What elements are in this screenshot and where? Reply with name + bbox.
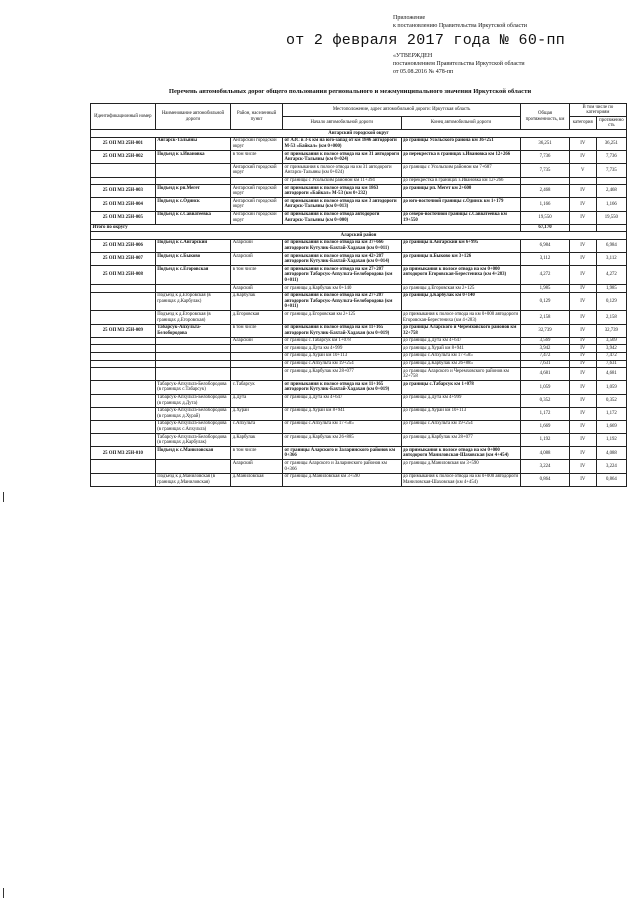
table-row bbox=[91, 239, 627, 252]
cell-end: до границы д.Карбулак км 0+140 bbox=[401, 292, 521, 311]
cell-id: 25 ОП МЗ 25Н-001 bbox=[91, 137, 156, 150]
cell-end: до границы с.Апхульта км 19+254 bbox=[401, 420, 521, 433]
cell-id bbox=[91, 460, 156, 473]
cell-name: Ангарск-Тальяны bbox=[155, 137, 230, 150]
cell-start: от границы д.Карбулак км 0+140 bbox=[282, 285, 401, 293]
cell-incl-length: 6,984 bbox=[596, 239, 626, 252]
total-row bbox=[91, 224, 627, 232]
cell-district: в том числе bbox=[231, 324, 283, 337]
cell-incl-length: 0,864 bbox=[596, 473, 626, 486]
cell-district: Аларский bbox=[231, 285, 283, 293]
handwritten-date-stamp: от 2 февраля 2017 года № 60-пп bbox=[286, 32, 566, 49]
cell-district bbox=[231, 360, 283, 368]
table-row bbox=[91, 381, 627, 394]
cell-id: 25 ОП МЗ 25Н-006 bbox=[91, 239, 156, 252]
cell-incl-length: 3,942 bbox=[596, 345, 626, 353]
table-row bbox=[91, 345, 627, 353]
cell-incl-length: 7,472 bbox=[596, 352, 626, 360]
cell-district: в том числе bbox=[231, 266, 283, 285]
cell-incl-length: 1,669 bbox=[596, 420, 626, 433]
cell-name bbox=[155, 368, 230, 381]
cell-name: Табарсук-Апхульта-Белобородова (в границах д.Карбулак) bbox=[155, 434, 230, 447]
cell-end: до юго-восточной границы с.Одинск км 1+179 bbox=[401, 198, 521, 211]
cell-category: IV bbox=[569, 185, 596, 198]
cell-district: д.Дута bbox=[231, 394, 283, 407]
cell-incl-length: 2,158 bbox=[596, 311, 626, 324]
cell-category: IV bbox=[569, 266, 596, 285]
table-row bbox=[91, 211, 627, 224]
cell-incl-length: 1,192 bbox=[596, 434, 626, 447]
cell-length: 7,472 bbox=[521, 352, 570, 360]
cell-id bbox=[91, 285, 156, 293]
cell-start: от примыкания к полосе отвода на км 31 автодороги Ангарск-Тальяны (км 0+024) bbox=[282, 164, 401, 177]
table-row bbox=[91, 185, 627, 198]
cell-length: 0,129 bbox=[521, 292, 570, 311]
cell-category: IV bbox=[569, 407, 596, 420]
cell-category: IV bbox=[569, 311, 596, 324]
cell-incl-length: 7,631 bbox=[596, 360, 626, 368]
cell-length: 4,272 bbox=[521, 266, 570, 285]
cell-length: 2,158 bbox=[521, 311, 570, 324]
cell-name: Подъезд к с.Одинск bbox=[155, 198, 230, 211]
document-title: Перечень автомобильных дорог общего пользования регионального и межмуниципального значения Иркутской области bbox=[168, 88, 532, 95]
cell-length: 1,669 bbox=[521, 420, 570, 433]
table-row bbox=[91, 460, 627, 473]
cell-district bbox=[231, 345, 283, 353]
cell-name: Табарсук-Апхульта-Белобородова bbox=[155, 324, 230, 337]
cell-id bbox=[91, 407, 156, 420]
cell-category: IV bbox=[569, 420, 596, 433]
cell-district: с.Табарсук bbox=[231, 381, 283, 394]
table-row bbox=[91, 164, 627, 177]
table-row bbox=[91, 447, 627, 460]
cell-district: Ангарский городской округ bbox=[231, 137, 283, 150]
cell-start: от примыкания к полосе отвода на км 31 автодороги Ангарск-Тальяны (км 0+024) bbox=[282, 151, 401, 164]
cell-end: до границы п.Ангарский км 6+995 bbox=[401, 239, 521, 252]
cell-incl-length: 0,129 bbox=[596, 292, 626, 311]
col-header-id: Идентификационный номер bbox=[91, 104, 156, 130]
cell-name: Подъезд к с.Савватеевка bbox=[155, 211, 230, 224]
cell-end: до границы рп. Мегет км 2+600 bbox=[401, 185, 521, 198]
cell-name bbox=[155, 360, 230, 368]
cell-category: IV bbox=[569, 337, 596, 345]
cell-end: до границы с.Апхульта км 17+585 bbox=[401, 352, 521, 360]
cell-name bbox=[155, 164, 230, 177]
table-row bbox=[91, 434, 627, 447]
cell-incl-length: 36,251 bbox=[596, 137, 626, 150]
cell-id bbox=[91, 360, 156, 368]
cell-length: 1,172 bbox=[521, 407, 570, 420]
cell-end: до примыкания к полосе отвода на км 0+000 автодороги Егоровская-Берестениха (км 4+283) bbox=[401, 311, 521, 324]
cell-category bbox=[569, 177, 596, 185]
cell-length: 19,550 bbox=[521, 211, 570, 224]
table-row bbox=[91, 473, 627, 486]
cell-name: Подъезд к с.Быково bbox=[155, 253, 230, 266]
cell-incl-length: 19,550 bbox=[596, 211, 626, 224]
table-row bbox=[91, 253, 627, 266]
cell-length: 3,942 bbox=[521, 345, 570, 353]
cell-id: 25 ОП МЗ 25Н-004 bbox=[91, 198, 156, 211]
cell-district: д.Хурай bbox=[231, 407, 283, 420]
table-row bbox=[91, 198, 627, 211]
section-title: Ангарский городской округ bbox=[91, 130, 627, 138]
cell-length: 3,112 bbox=[521, 253, 570, 266]
cell-end: до границы д.Хурай км 10+113 bbox=[401, 407, 521, 420]
approved-line-2: постановлением Правительства Иркутской области bbox=[393, 61, 525, 67]
cell-name: Табарсук-Апхульта-Белобородова (в границах с.Апхульта) bbox=[155, 420, 230, 433]
cell-name: Табарсук-Апхульта-Белобородова (в границах д.Хурай) bbox=[155, 407, 230, 420]
cell-end: до примыкания к полосе отвода на км 0+000 автодороги Егоровская-Берестениха (км 4+283) bbox=[401, 266, 521, 285]
cell-id bbox=[91, 394, 156, 407]
cell-length: 1,192 bbox=[521, 434, 570, 447]
cell-end: до примыкания к полосе отвода на км 0+000 автодороги Маниловская-Шаховская (км 4+454) bbox=[401, 447, 521, 460]
cell-length: 7,631 bbox=[521, 360, 570, 368]
cell-start: от АЗС в 3-х км на юго-запад от км 1846 автодороги М-53 «Байкал» (км 0+000) bbox=[282, 137, 401, 150]
approved-line-3: от 05.08.2016 № 478-пп bbox=[393, 69, 454, 75]
cell-start: от примыкания к полосе отвода на км 11+165 автодороги Кутулик-Бахтай-Хадахан (км 0+019) bbox=[282, 324, 401, 337]
col-header-length: Общая протяженность, км bbox=[521, 104, 570, 130]
cell-id bbox=[91, 473, 156, 486]
cell-length: 3,224 bbox=[521, 460, 570, 473]
cell-incl-length: 3,112 bbox=[596, 253, 626, 266]
cell-category: IV bbox=[569, 381, 596, 394]
scan-mark bbox=[3, 492, 4, 502]
roads-table bbox=[90, 103, 627, 487]
cell-incl-length: 4,681 bbox=[596, 368, 626, 381]
cell-end: до границы д.Карбулак км 26+885 bbox=[401, 360, 521, 368]
cell-start: от примыкания к полосе отвода на км 42+207 автодороги Кутулик-Бахтай-Хадахан (км 0+014) bbox=[282, 253, 401, 266]
table-body bbox=[91, 130, 627, 486]
cell-category: IV bbox=[569, 253, 596, 266]
total-empty bbox=[596, 224, 626, 232]
cell-district: Ангарский городской округ bbox=[231, 198, 283, 211]
cell-id: 25 ОП МЗ 25Н-007 bbox=[91, 253, 156, 266]
cell-id bbox=[91, 311, 156, 324]
cell-end: до границы д.Дута км 4+999 bbox=[401, 394, 521, 407]
cell-category: V bbox=[569, 164, 596, 177]
cell-category: IV bbox=[569, 292, 596, 311]
cell-name: Подъезд к с.Егоровская bbox=[155, 266, 230, 285]
col-header-start: Начало автомобильной дороги bbox=[282, 117, 401, 130]
cell-incl-length bbox=[596, 177, 626, 185]
table-row bbox=[91, 324, 627, 337]
cell-length: 0,352 bbox=[521, 394, 570, 407]
cell-name: Подъезд к с.Ангарский bbox=[155, 239, 230, 252]
scan-mark bbox=[3, 888, 4, 898]
cell-district: с.Апхульта bbox=[231, 420, 283, 433]
cell-start: от границы Аларского и Заларинского районов км 0+366 bbox=[282, 460, 401, 473]
cell-length: 1,985 bbox=[521, 285, 570, 293]
cell-incl-length: 1,059 bbox=[596, 381, 626, 394]
cell-incl-length: 4,088 bbox=[596, 447, 626, 460]
cell-end: до северо-восточной границы с.Савватеевка км 19+550 bbox=[401, 211, 521, 224]
cell-end: до границы д.Егоровская км 2+125 bbox=[401, 285, 521, 293]
cell-id bbox=[91, 368, 156, 381]
cell-start: от границы Аларского и Заларинского районов км 0+366 bbox=[282, 447, 401, 460]
cell-id: 25 ОП МЗ 25Н-010 bbox=[91, 447, 156, 460]
approved-block bbox=[393, 52, 633, 76]
cell-incl-length: 0,352 bbox=[596, 394, 626, 407]
cell-incl-length: 7,735 bbox=[596, 164, 626, 177]
cell-id bbox=[91, 352, 156, 360]
cell-length bbox=[521, 177, 570, 185]
cell-district bbox=[231, 368, 283, 381]
cell-length: 4,681 bbox=[521, 368, 570, 381]
cell-end: до границы п.Быково км 3+126 bbox=[401, 253, 521, 266]
col-header-district: Район, населенный пункт bbox=[231, 104, 283, 130]
cell-end: до границы Усольского района км 36+251 bbox=[401, 137, 521, 150]
cell-length: 7,736 bbox=[521, 151, 570, 164]
cell-district: д.Карбулак bbox=[231, 292, 283, 311]
approval-line-1: Приложение bbox=[393, 15, 426, 21]
table-row bbox=[91, 285, 627, 293]
cell-incl-length: 1,985 bbox=[596, 285, 626, 293]
total-value: 67,170 bbox=[521, 224, 570, 232]
cell-incl-length: 1,172 bbox=[596, 407, 626, 420]
table-row bbox=[91, 394, 627, 407]
cell-district: д.Егоровская bbox=[231, 311, 283, 324]
cell-start: от границы д.Карбулак км 28+077 bbox=[282, 368, 401, 381]
cell-category: IV bbox=[569, 394, 596, 407]
cell-id: 25 ОП МЗ 25Н-005 bbox=[91, 211, 156, 224]
cell-id bbox=[91, 177, 156, 185]
cell-id: 25 ОП МЗ 25Н-009 bbox=[91, 324, 156, 337]
cell-name bbox=[155, 352, 230, 360]
cell-incl-length: 1,166 bbox=[596, 198, 626, 211]
cell-category: IV bbox=[569, 211, 596, 224]
cell-id bbox=[91, 420, 156, 433]
cell-incl-length: 32,739 bbox=[596, 324, 626, 337]
cell-category: IV bbox=[569, 368, 596, 381]
table-row bbox=[91, 266, 627, 285]
table-row bbox=[91, 292, 627, 311]
cell-length: 1,059 bbox=[521, 381, 570, 394]
cell-length: 1,166 bbox=[521, 198, 570, 211]
cell-category: IV bbox=[569, 345, 596, 353]
cell-district: Аларский bbox=[231, 337, 283, 345]
section-title: Аларский район bbox=[91, 232, 627, 240]
cell-category: IV bbox=[569, 352, 596, 360]
approval-line-2: к постановлению Правительства Иркутской области bbox=[393, 23, 527, 29]
cell-end: до границы д.Дута км 4+647 bbox=[401, 337, 521, 345]
cell-end: до границы с.Табарсук км 1+078 bbox=[401, 381, 521, 394]
cell-length: 6,984 bbox=[521, 239, 570, 252]
cell-start: от примыкания к полосе отвода на км 1863 автодороги «Байкал» М-53 (км 0+232) bbox=[282, 185, 401, 198]
cell-start: от границы с.Апхульта км 17+585 bbox=[282, 420, 401, 433]
cell-length: 2,468 bbox=[521, 185, 570, 198]
table-row bbox=[91, 177, 627, 185]
cell-start: от границы с.Апхульта км 19+254 bbox=[282, 360, 401, 368]
cell-category: IV bbox=[569, 137, 596, 150]
cell-incl-length: 2,468 bbox=[596, 185, 626, 198]
cell-start: от примыкания к полосе отвода на км 27+207 автодороги Табарсук-Апхульта-Белобородова (км 0+011) bbox=[282, 266, 401, 285]
cell-name: Подъезд к д.Егоровская (в границах д.Егоровская) bbox=[155, 311, 230, 324]
cell-district: Аларский bbox=[231, 460, 283, 473]
cell-incl-length: 3,569 bbox=[596, 337, 626, 345]
cell-end: до границы д.Карбулак км 28+077 bbox=[401, 434, 521, 447]
cell-start: от границы д.Дута км 4+999 bbox=[282, 345, 401, 353]
col-header-category: категория bbox=[569, 117, 596, 130]
cell-length: 4,088 bbox=[521, 447, 570, 460]
table-row bbox=[91, 311, 627, 324]
cell-district: д.Маниловская bbox=[231, 473, 283, 486]
cell-category: IV bbox=[569, 473, 596, 486]
approved-line-1: «УТВЕРЖДЕН bbox=[393, 53, 433, 59]
cell-district: в том числе bbox=[231, 447, 283, 460]
cell-end: до границы д.Хурай км 8+941 bbox=[401, 345, 521, 353]
cell-district: Аларский bbox=[231, 239, 283, 252]
cell-incl-length: 3,224 bbox=[596, 460, 626, 473]
cell-id bbox=[91, 345, 156, 353]
cell-id: 25 ОП МЗ 25Н-003 bbox=[91, 185, 156, 198]
cell-name bbox=[155, 337, 230, 345]
table-row bbox=[91, 360, 627, 368]
cell-start: от примыкания к полосе отвода на км 3 автодороги Ангарск-Тальяны (км 0+013) bbox=[282, 198, 401, 211]
cell-id: 25 ОП МЗ 25Н-002 bbox=[91, 151, 156, 164]
cell-district: Ангарский городской округ bbox=[231, 164, 283, 177]
total-empty bbox=[569, 224, 596, 232]
cell-end: до перекрестка в границах з.Ивановка км 12+266 bbox=[401, 151, 521, 164]
cell-category: IV bbox=[569, 360, 596, 368]
table-row bbox=[91, 420, 627, 433]
cell-end: до границы Аларского и Черемховского районов км 32+758 bbox=[401, 368, 521, 381]
cell-category: IV bbox=[569, 434, 596, 447]
cell-start: от границы д.Маниловская км 3+590 bbox=[282, 473, 401, 486]
cell-id bbox=[91, 164, 156, 177]
table-row bbox=[91, 352, 627, 360]
col-header-location: Местоположение, адрес автомобильной дороги: Иркутская область bbox=[282, 104, 520, 117]
col-header-name: Наименование автомобильной дороги bbox=[155, 104, 230, 130]
cell-name bbox=[155, 345, 230, 353]
table-row bbox=[91, 407, 627, 420]
cell-start: от примыкания к полосе отвода на км 37+666 автодороги Кутулик-Бахтай-Хадахан (км 0+011) bbox=[282, 239, 401, 252]
cell-district: Аларский bbox=[231, 253, 283, 266]
cell-length: 0,864 bbox=[521, 473, 570, 486]
cell-name bbox=[155, 285, 230, 293]
cell-district: Ангарский городской округ bbox=[231, 211, 283, 224]
cell-end: до границы Аларского и Черемховского районов км 32+758 bbox=[401, 324, 521, 337]
cell-category: IV bbox=[569, 460, 596, 473]
cell-name bbox=[155, 177, 230, 185]
cell-start: от примыкания к полосе отвода на км 11+165 автодороги Кутулик-Бахтай-Хадахан (км 0+019) bbox=[282, 381, 401, 394]
cell-district bbox=[231, 352, 283, 360]
cell-start: от границы с.Табарсук км 1+078 bbox=[282, 337, 401, 345]
col-header-incl-length: протяженность bbox=[596, 117, 626, 130]
table-row bbox=[91, 337, 627, 345]
cell-name: Подъезд к з.Ивановка bbox=[155, 151, 230, 164]
table-row bbox=[91, 151, 627, 164]
cell-category: IV bbox=[569, 198, 596, 211]
cell-id bbox=[91, 434, 156, 447]
cell-start: от границы д.Дута км 4+647 bbox=[282, 394, 401, 407]
cell-length: 3,569 bbox=[521, 337, 570, 345]
cell-name bbox=[155, 460, 230, 473]
cell-category: IV bbox=[569, 447, 596, 460]
cell-name: Подъезд к с.Маниловская bbox=[155, 447, 230, 460]
cell-name: Подъезд к д.Егоровская (в границах д.Карбулак) bbox=[155, 292, 230, 311]
cell-name: Подъезд к д.Маниловская (в границах д.Маниловская) bbox=[155, 473, 230, 486]
col-header-end: Конец автомобильной дороги bbox=[401, 117, 521, 130]
approval-block bbox=[393, 14, 633, 30]
cell-category: IV bbox=[569, 324, 596, 337]
cell-id bbox=[91, 381, 156, 394]
col-header-incl: В том числе по категориям bbox=[569, 104, 626, 117]
cell-start: от примыкания к полосе отвода автодороги Ангарск-Тальяны (км 0+000) bbox=[282, 211, 401, 224]
cell-id bbox=[91, 337, 156, 345]
cell-start: от границы д.Хурай км 10+113 bbox=[282, 352, 401, 360]
cell-length: 36,251 bbox=[521, 137, 570, 150]
cell-end: до примыкания к полосе отвода на км 0+000 автодороги Маниловская-Шаховская (км 4+454) bbox=[401, 473, 521, 486]
cell-end: до границы с Усольским районом км 7+687 bbox=[401, 164, 521, 177]
cell-name: Табарсук-Апхульта-Белобородова (в границах д.Дута) bbox=[155, 394, 230, 407]
cell-length: 7,735 bbox=[521, 164, 570, 177]
cell-name: Табарсук-Апхульта-Белобородова (в границах с.Табарсук) bbox=[155, 381, 230, 394]
table-row bbox=[91, 368, 627, 381]
cell-district bbox=[231, 177, 283, 185]
cell-name: Подъезд к рп.Мегет bbox=[155, 185, 230, 198]
cell-incl-length: 7,736 bbox=[596, 151, 626, 164]
cell-district: д.Карбулак bbox=[231, 434, 283, 447]
cell-id: 25 ОП МЗ 25Н-008 bbox=[91, 266, 156, 285]
cell-start: от примыкания к полосе отвода на км 27+207 автодороги Табарсук-Апхульта-Белобородова (км 0+011) bbox=[282, 292, 401, 311]
table-row bbox=[91, 137, 627, 150]
cell-district: Ангарский городской округ bbox=[231, 185, 283, 198]
cell-category: IV bbox=[569, 239, 596, 252]
cell-length: 32,739 bbox=[521, 324, 570, 337]
cell-category: IV bbox=[569, 151, 596, 164]
cell-incl-length: 4,272 bbox=[596, 266, 626, 285]
cell-district: в том числе bbox=[231, 151, 283, 164]
cell-id bbox=[91, 292, 156, 311]
total-label: Итого по округу bbox=[91, 224, 521, 232]
cell-start: от границы д.Карбулак км 26+885 bbox=[282, 434, 401, 447]
cell-category: IV bbox=[569, 285, 596, 293]
section-row bbox=[91, 232, 627, 240]
cell-start: от границы д.Егоровская км 2+125 bbox=[282, 311, 401, 324]
cell-start: от границы с Усольским районом км 11+394 bbox=[282, 177, 401, 185]
cell-start: от границы д.Хурай км 8+941 bbox=[282, 407, 401, 420]
cell-end: до перекрестка в границах з.Ивановка км 12+266 bbox=[401, 177, 521, 185]
section-row bbox=[91, 130, 627, 138]
cell-end: до границы д.Маниловская км 3+590 bbox=[401, 460, 521, 473]
